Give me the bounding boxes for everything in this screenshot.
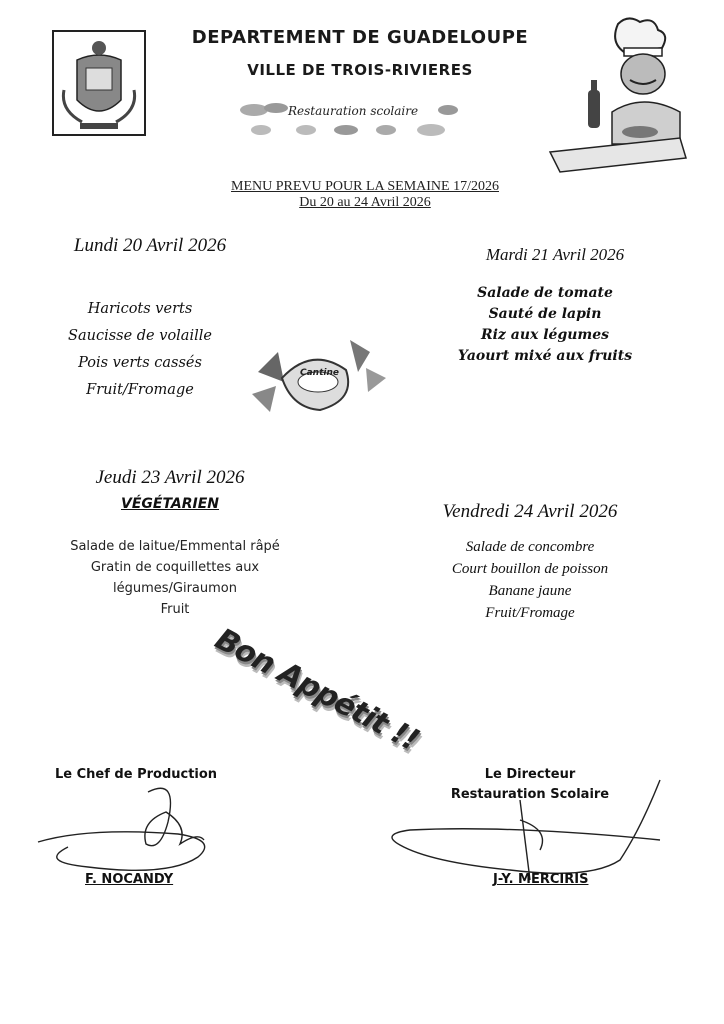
menu-item: Salade de laitue/Emmental râpé (70, 539, 280, 554)
menu-item: légumes/Giraumon (112, 581, 237, 596)
day-title-lundi: Lundi 20 Avril 2026 (73, 235, 227, 256)
coat-of-arms-icon (52, 30, 146, 136)
menu-item: Saucisse de volaille (68, 328, 212, 344)
vegetarian-tag: VÉGÉTARIEN (120, 496, 220, 512)
service-subtitle: Restauration scolaire (288, 104, 419, 118)
chef-icon (540, 14, 690, 174)
signature-right-role-2: Restauration Scolaire (450, 787, 610, 802)
menu-item: Fruit (160, 602, 190, 617)
week-range: Du 20 au 24 Avril 2026 (299, 195, 431, 210)
city-title: VILLE DE TROIS-RIVIERES (247, 61, 473, 79)
menu-item: Salade de tomate (477, 285, 613, 301)
menu-item: Riz aux légumes (480, 327, 610, 343)
day-title-jeudi: Jeudi 23 Avril 2026 (95, 467, 245, 488)
menu-item: Haricots verts (87, 301, 193, 317)
cantine-logo-text: Cantine (300, 368, 339, 378)
menu-item: Banane jaune (488, 583, 572, 599)
signature-left-name: F. NOCANDY (85, 872, 174, 887)
menu-jeudi (40, 536, 310, 620)
menu-item: Pois verts cassés (78, 355, 202, 371)
menu-item: Fruit/Fromage (485, 605, 575, 621)
signature-left-icon (28, 782, 248, 882)
signature-right-name: J-Y. MERCIRIS (493, 872, 589, 887)
signature-right-role-1: Le Directeur (484, 767, 576, 782)
day-title-mardi: Mardi 21 Avril 2026 (485, 245, 625, 264)
menu-item: Yaourt mixé aux fruits (457, 348, 633, 364)
menu-mardi (435, 283, 655, 367)
menu-item: Gratin de coquillettes aux (90, 560, 260, 575)
menu-vendredi (420, 536, 640, 624)
day-title-vendredi: Vendredi 24 Avril 2026 (442, 501, 618, 522)
menu-lundi (30, 296, 250, 404)
menu-item: Court bouillon de poisson (451, 561, 609, 577)
signature-left-role: Le Chef de Production (55, 767, 218, 782)
menu-item: Salade de concombre (465, 539, 595, 555)
menu-item: Sauté de lapin (488, 306, 602, 322)
week-title: MENU PREVU POUR LA SEMAINE 17/2026 (231, 179, 499, 194)
bon-appetit-text: Bon Appétit !! (209, 621, 425, 758)
menu-item: Fruit/Fromage (86, 382, 194, 398)
department-title: DEPARTEMENT DE GUADELOUPE (191, 27, 529, 48)
